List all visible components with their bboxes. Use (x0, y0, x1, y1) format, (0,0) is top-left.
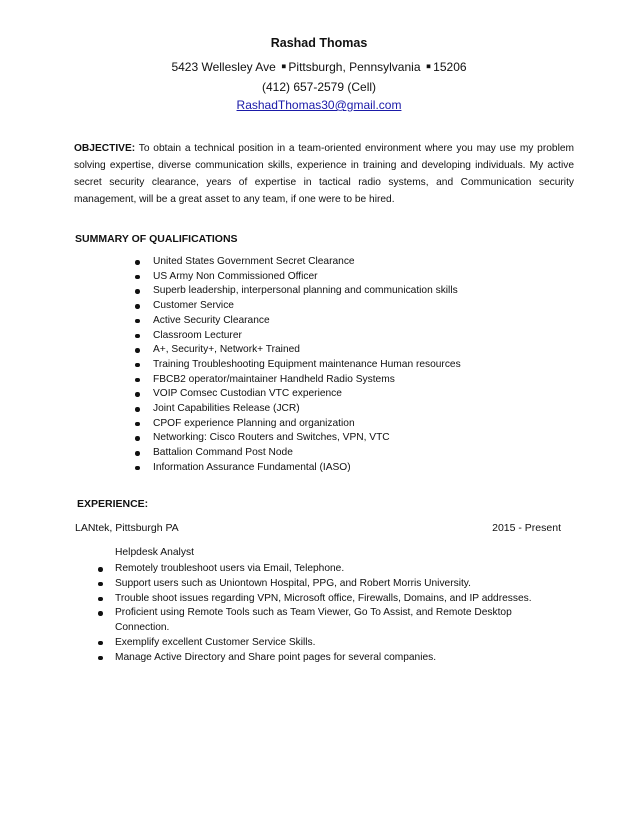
qualification-item: United States Government Secret Clearance (135, 255, 461, 270)
qualification-item: Customer Service (135, 299, 461, 314)
qualification-item: A+, Security+, Network+ Trained (135, 343, 461, 358)
qualifications-heading: SUMMARY OF QUALIFICATIONS (75, 233, 238, 245)
city-state: Pittsburgh, Pennsylvania (288, 60, 421, 74)
address-line (0, 60, 638, 74)
duty-item: Trouble shoot issues regarding VPN, Microsoft office, Firewalls, Domains, and IP addresses. (98, 592, 553, 607)
job-header (75, 522, 561, 534)
zip-code: 15206 (433, 60, 467, 74)
phone-number: (412) 657-2579 (Cell) (261, 80, 377, 94)
qualification-item: CPOF experience Planning and organization (135, 417, 461, 432)
duty-item: Manage Active Directory and Share point pages for several companies. (98, 651, 553, 666)
qualification-item: Superb leadership, interpersonal planning and communication skills (135, 284, 461, 299)
qualification-item: US Army Non Commissioned Officer (135, 270, 461, 285)
qualification-item: Joint Capabilities Release (JCR) (135, 402, 461, 417)
separator-dot: ▪ (425, 58, 432, 75)
qualification-item: Battalion Command Post Node (135, 446, 461, 461)
job-title: Helpdesk Analyst (115, 547, 194, 558)
separator-dot: ▪ (281, 58, 287, 75)
experience-heading: EXPERIENCE: (77, 498, 149, 510)
qualification-item: FBCB2 operator/maintainer Handheld Radio Systems (135, 373, 461, 388)
job-company: LANtek, Pittsburgh PA (75, 522, 179, 534)
duty-item: Support users such as Uniontown Hospital, PPG, and Robert Morris University. (98, 577, 553, 592)
duty-item: Remotely troubleshoot users via Email, Telephone. (98, 562, 553, 577)
qualification-item: Information Assurance Fundamental (IASO) (135, 461, 461, 476)
qualification-item: Training Troubleshooting Equipment maintenance Human resources (135, 358, 461, 373)
qualifications-list (135, 255, 461, 476)
street-address: 5423 Wellesley Ave (171, 60, 276, 74)
duty-item: Proficient using Remote Tools such as Team Viewer, Go To Assist, and Remote Desktop Connection. (98, 606, 553, 636)
qualification-item: Active Security Clearance (135, 314, 461, 329)
objective-section (74, 140, 574, 208)
duty-item: Exemplify excellent Customer Service Skills. (98, 636, 553, 651)
objective-label: OBJECTIVE: (74, 143, 136, 154)
qualification-item: Classroom Lecturer (135, 329, 461, 344)
email-link[interactable]: RashadThomas30@gmail.com (236, 98, 402, 112)
email-line (0, 98, 638, 112)
qualification-item: Networking: Cisco Routers and Switches, VPN, VTC (135, 431, 461, 446)
qualification-item: VOIP Comsec Custodian VTC experience (135, 387, 461, 402)
job-dates: 2015 - Present (492, 522, 561, 534)
objective-text: To obtain a technical position in a team-oriented environment where you may use my problem solving expertise, diverse communication skills, experience in training and developing individuals. My active secret security clearance, years of expertise in tactical radio systems, and Communication security management, will be a great asset to any team, if one were to be hired. (74, 143, 574, 205)
job-duties-list (98, 562, 553, 666)
candidate-name: Rashad Thomas (270, 36, 368, 50)
